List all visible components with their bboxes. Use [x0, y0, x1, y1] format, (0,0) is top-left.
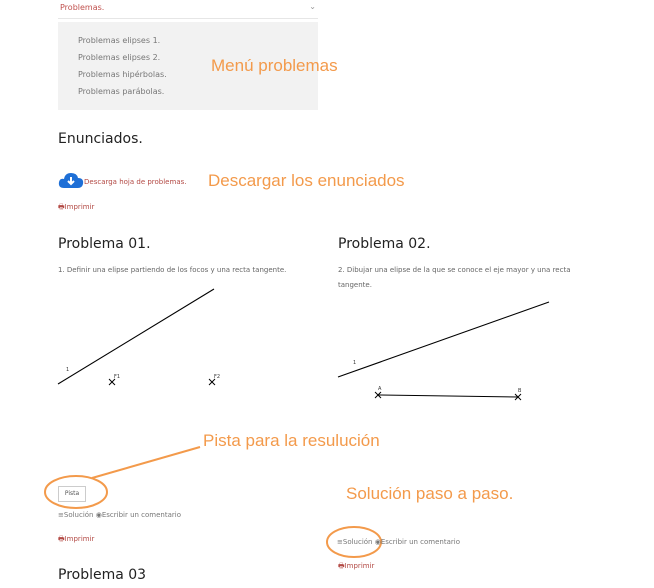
printer-icon: 🖶	[58, 203, 65, 211]
problem-02-comment-link[interactable]: Escribir un comentario	[380, 538, 461, 546]
problem-02-title: Problema 02.	[338, 236, 431, 252]
comment-icon: ◉	[95, 511, 102, 519]
print-label: Imprimir	[344, 562, 375, 570]
print-label: Imprimir	[64, 535, 95, 543]
menu-item-ellipses-1[interactable]: Problemas elipses 1.	[78, 36, 161, 45]
print-label: Imprimir	[64, 203, 95, 211]
chevron-down-icon: ⌄	[309, 2, 316, 11]
problem-01-print[interactable]	[58, 535, 94, 546]
focus-f2-label: F2	[214, 374, 221, 380]
problem-02-solution-link[interactable]: Solución	[342, 538, 373, 546]
focus-f1-label: F1	[114, 374, 121, 380]
point-a-label: A	[378, 386, 382, 392]
tangent-line-label: 1	[66, 367, 70, 373]
callout-menu: Menú problemas	[211, 56, 338, 75]
p2-tangent-line-label: 1	[353, 360, 357, 366]
menu-toggle-label: Problemas.	[60, 3, 105, 12]
callout-hint: Pista para la resulución	[203, 431, 380, 450]
list-icon: ≡	[337, 538, 343, 546]
point-b-label: B	[518, 388, 522, 394]
hint-button[interactable]: Pista	[58, 486, 86, 502]
problem-01-statement: 1. Definir una elipse partiendo de los focos y una recta tangente.	[58, 266, 287, 274]
problem-02-statement-line2: tangente.	[338, 281, 372, 289]
comment-icon: ◉	[374, 538, 381, 546]
problem-02-meta	[337, 538, 460, 546]
list-icon: ≡	[58, 511, 64, 519]
problem-01-meta	[58, 511, 181, 519]
problem-02-print[interactable]	[338, 562, 374, 573]
problem-03-title: Problema 03	[58, 567, 147, 583]
problem-02-statement-line1: 2. Dibujar una elipse de la que se conoce el eje mayor y una recta	[338, 266, 571, 274]
menu-item-ellipses-2[interactable]: Problemas elipses 2.	[78, 53, 161, 62]
callout-solution: Solución paso a paso.	[346, 484, 514, 503]
callout-download: Descargar los enunciados	[208, 171, 405, 190]
printer-icon: 🖶	[58, 535, 65, 543]
problem-01-comment-link[interactable]: Escribir un comentario	[101, 511, 182, 519]
printer-icon: 🖶	[338, 562, 345, 570]
menu-item-hyperbolas[interactable]: Problemas hipérbolas.	[78, 70, 167, 79]
download-problems-link[interactable]: Descarga hoja de problemas.	[84, 178, 187, 186]
enunciados-title: Enunciados.	[58, 131, 143, 147]
menu-item-parabolas[interactable]: Problemas parábolas.	[78, 87, 165, 96]
problem-01-solution-link[interactable]: Solución	[63, 511, 94, 519]
problem-01-title: Problema 01.	[58, 236, 151, 252]
